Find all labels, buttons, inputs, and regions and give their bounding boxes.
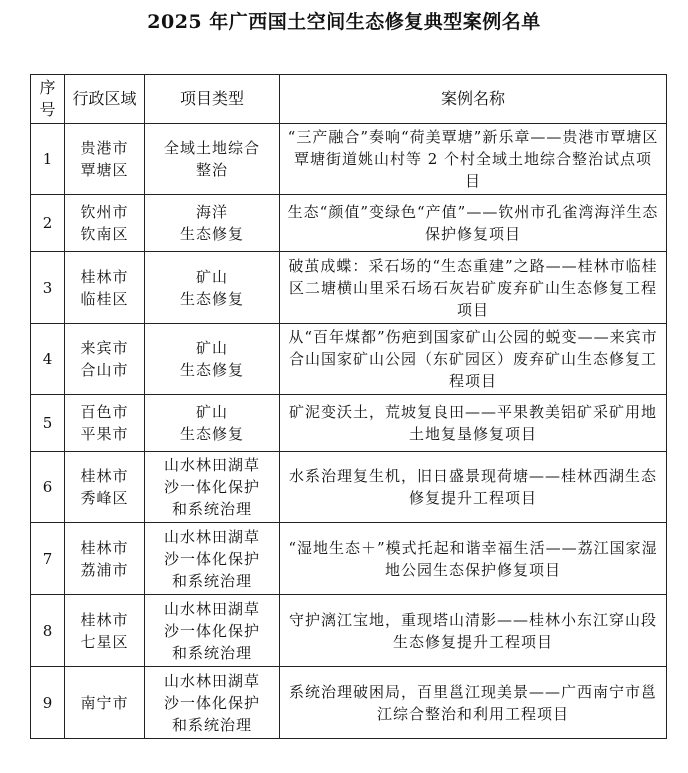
admin-area-line: 覃塘区 xyxy=(80,161,129,179)
cell-serial-number: 2 xyxy=(31,195,65,252)
cell-serial-number: 4 xyxy=(31,324,65,395)
project-type-line: 全域土地综合 xyxy=(163,139,260,157)
project-type-line: 生态修复 xyxy=(179,289,244,308)
project-type-line: 生态修复 xyxy=(179,361,244,379)
cell-serial-number: 9 xyxy=(31,667,65,739)
table-header-row xyxy=(31,75,667,124)
project-type-line: 沙一体化保护 xyxy=(163,693,260,712)
table-row xyxy=(31,124,667,195)
document-title: 2025 年广西国土空间生态修复典型案例名单 xyxy=(147,11,541,33)
project-type-line: 整治 xyxy=(195,161,228,179)
cell-serial-number: 8 xyxy=(31,595,65,667)
admin-area-line: 秀峰区 xyxy=(80,489,129,507)
cell-case-name: “三产融合”奏响“荷美覃塘”新乐章——贵港市覃塘区覃塘街道姚山村等 2 个村全域土地综合整治试点项目 xyxy=(280,124,667,195)
cell-project-type xyxy=(145,523,280,595)
project-type-line: 沙一体化保护 xyxy=(163,549,260,568)
cell-case-name: 生态“颜值”变绿色“产值”——钦州市孔雀湾海洋生态保护修复项目 xyxy=(280,195,667,252)
table-row xyxy=(31,523,667,595)
table-row xyxy=(31,595,667,667)
cell-admin-area xyxy=(65,324,145,395)
admin-area-line: 桂林市 xyxy=(80,467,129,485)
header-admin-area: 行政区域 xyxy=(65,75,145,124)
cell-project-type xyxy=(145,324,280,395)
cell-admin-area xyxy=(65,452,145,523)
cell-serial-number: 7 xyxy=(31,523,65,595)
table-body xyxy=(31,124,667,739)
table-row xyxy=(31,195,667,252)
cell-project-type xyxy=(145,195,280,252)
header-project-type: 项目类型 xyxy=(145,75,280,124)
admin-area-line: 平果市 xyxy=(80,425,129,443)
project-type-line: 矿山 xyxy=(195,339,228,357)
project-type-line: 海洋 xyxy=(195,203,228,221)
cell-case-name: 守护漓江宝地，重现塔山清影——桂林小东江穿山段生态修复提升工程项目 xyxy=(280,595,667,667)
project-type-line: 和系统治理 xyxy=(171,643,252,662)
cell-admin-area xyxy=(65,395,145,452)
cell-admin-area xyxy=(65,252,145,324)
cell-project-type xyxy=(145,124,280,195)
admin-area-line: 荔浦市 xyxy=(80,560,129,579)
admin-area-line: 桂林市 xyxy=(80,267,129,286)
cell-serial-number: 1 xyxy=(31,124,65,195)
table-row xyxy=(31,667,667,739)
admin-area-line: 钦南区 xyxy=(80,225,129,243)
cell-project-type xyxy=(145,452,280,523)
admin-area-line: 合山市 xyxy=(80,361,129,379)
admin-area-line: 桂林市 xyxy=(80,610,129,629)
cell-admin-area xyxy=(65,523,145,595)
admin-area-line: 贵港市 xyxy=(80,139,129,157)
admin-area-line: 南宁市 xyxy=(80,693,129,712)
project-type-line: 山水林田湖草 xyxy=(163,456,260,474)
cell-case-name: 水系治理复生机，旧日盛景现荷塘——桂林西湖生态修复提升工程项目 xyxy=(280,452,667,523)
admin-area-line: 来宾市 xyxy=(80,339,129,357)
header-case-name: 案例名称 xyxy=(280,75,667,124)
cell-project-type xyxy=(145,667,280,739)
table-row xyxy=(31,395,667,452)
project-type-line: 和系统治理 xyxy=(171,571,252,590)
project-type-line: 沙一体化保护 xyxy=(163,621,260,640)
table-row xyxy=(31,252,667,324)
project-type-line: 沙一体化保护 xyxy=(163,478,260,496)
project-type-line: 山水林田湖草 xyxy=(163,671,260,690)
case-list-table xyxy=(30,74,667,739)
table-row xyxy=(31,324,667,395)
cell-serial-number: 3 xyxy=(31,252,65,324)
cell-admin-area xyxy=(65,124,145,195)
cell-admin-area xyxy=(65,595,145,667)
cell-admin-area xyxy=(65,195,145,252)
project-type-line: 山水林田湖草 xyxy=(163,527,260,546)
project-type-line: 生态修复 xyxy=(179,225,244,243)
cell-case-name: “湿地生态＋”模式托起和谐幸福生活——荔江国家湿地公园生态保护修复项目 xyxy=(280,523,667,595)
cell-admin-area xyxy=(65,667,145,739)
cell-case-name: 从“百年煤都”伤疤到国家矿山公园的蜕变——来宾市合山国家矿山公园（东矿园区）废弃矿山生态修复工程项目 xyxy=(280,324,667,395)
cell-case-name: 矿泥变沃土，荒坡复良田——平果教美铝矿采矿用地土地复垦修复项目 xyxy=(280,395,667,452)
project-type-line: 生态修复 xyxy=(179,425,244,443)
project-type-line: 和系统治理 xyxy=(171,500,252,518)
project-type-line: 和系统治理 xyxy=(171,715,252,734)
admin-area-line: 桂林市 xyxy=(80,538,129,557)
admin-area-line: 七星区 xyxy=(80,632,129,651)
admin-area-line: 百色市 xyxy=(80,403,129,421)
cell-serial-number: 5 xyxy=(31,395,65,452)
project-type-line: 山水林田湖草 xyxy=(163,599,260,618)
cell-project-type xyxy=(145,595,280,667)
admin-area-line: 钦州市 xyxy=(80,203,129,221)
header-serial-number: 序号 xyxy=(31,75,65,124)
table-row xyxy=(31,452,667,523)
project-type-line: 矿山 xyxy=(195,403,228,421)
cell-serial-number: 6 xyxy=(31,452,65,523)
cell-case-name: 破茧成蝶：采石场的“生态重建”之路——桂林市临桂区二塘横山里采石场石灰岩矿废弃矿山生态修复工程项目 xyxy=(280,252,667,324)
cell-project-type xyxy=(145,252,280,324)
cell-case-name: 系统治理破困局，百里邕江现美景——广西南宁市邕江综合整治和利用工程项目 xyxy=(280,667,667,739)
project-type-line: 矿山 xyxy=(195,267,228,286)
admin-area-line: 临桂区 xyxy=(80,289,129,308)
cell-project-type xyxy=(145,395,280,452)
